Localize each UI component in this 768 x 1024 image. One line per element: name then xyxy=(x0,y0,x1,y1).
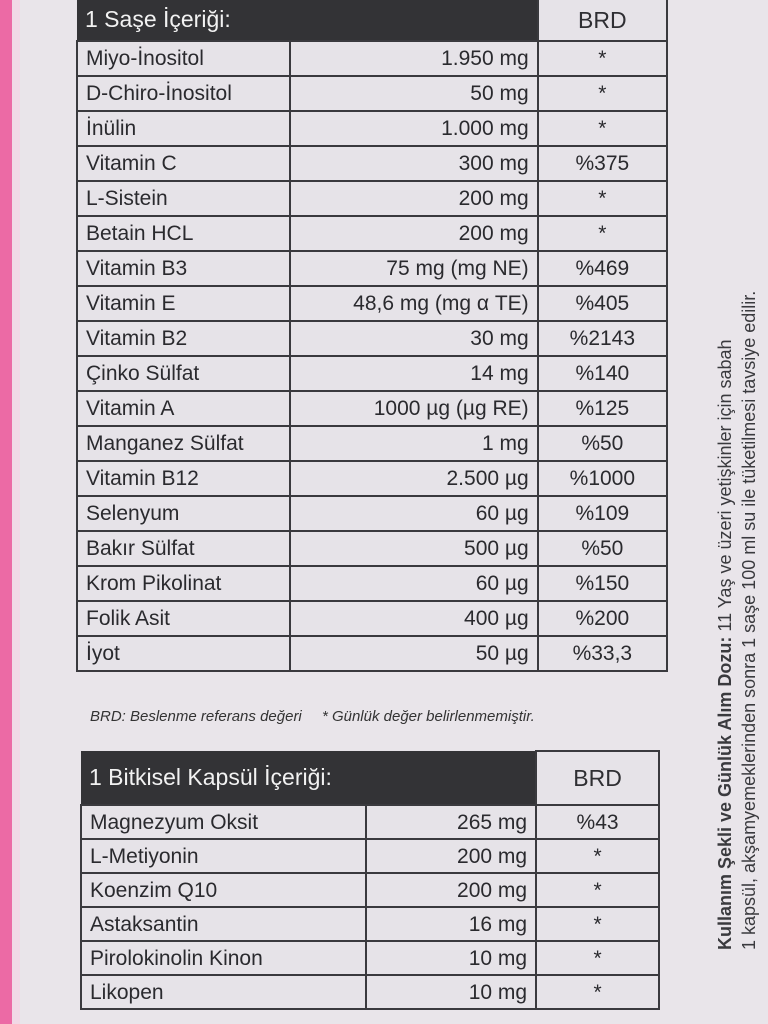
ingredient-brd: * xyxy=(536,839,659,873)
ingredient-amount: 10 mg xyxy=(366,975,537,1009)
ingredient-brd: %200 xyxy=(538,601,667,636)
table-header-row xyxy=(77,0,667,41)
table-row xyxy=(77,181,667,216)
ingredient-brd: %140 xyxy=(538,356,667,391)
table-row xyxy=(77,496,667,531)
table-row xyxy=(81,839,659,873)
ingredient-name: Miyo-İnositol xyxy=(77,41,290,76)
ingredient-name: İyot xyxy=(77,636,290,671)
ingredient-amount: 1 mg xyxy=(290,426,538,461)
brd-column-header: BRD xyxy=(538,0,667,41)
capsule-contents-table xyxy=(80,750,660,1010)
table-row xyxy=(77,76,667,111)
ingredient-brd: * xyxy=(538,76,667,111)
ingredient-name: Magnezyum Oksit xyxy=(81,805,366,839)
ingredient-brd: * xyxy=(536,907,659,941)
usage-line-1-text: 11 Yaş ve üzeri yetişkinler için sabah xyxy=(715,339,735,632)
ingredient-brd: %125 xyxy=(538,391,667,426)
ingredient-name: D-Chiro-İnositol xyxy=(77,76,290,111)
ingredient-amount: 60 µg xyxy=(290,566,538,601)
ingredient-brd: %405 xyxy=(538,286,667,321)
ingredient-amount: 265 mg xyxy=(366,805,537,839)
ingredient-brd: %109 xyxy=(538,496,667,531)
ingredient-brd: %43 xyxy=(536,805,659,839)
package-edge xyxy=(0,0,12,1024)
ingredient-brd: * xyxy=(538,181,667,216)
table-row xyxy=(77,321,667,356)
ingredient-name: L-Sistein xyxy=(77,181,290,216)
ingredient-amount: 200 mg xyxy=(366,839,537,873)
usage-line-2: 1 kapsül, akşamyemeklerinden sonra 1 saşe 100 ml su ile tüketilmesi tavsiye edilir. xyxy=(739,290,759,950)
ingredient-name: Vitamin A xyxy=(77,391,290,426)
usage-instructions xyxy=(713,291,761,950)
ingredient-amount: 300 mg xyxy=(290,146,538,181)
table-row xyxy=(77,391,667,426)
ingredient-amount: 1000 µg (µg RE) xyxy=(290,391,538,426)
ingredient-amount: 75 mg (mg NE) xyxy=(290,251,538,286)
ingredient-brd: %50 xyxy=(538,531,667,566)
ingredient-amount: 14 mg xyxy=(290,356,538,391)
table-row xyxy=(77,216,667,251)
ingredient-amount: 50 mg xyxy=(290,76,538,111)
ingredient-brd: * xyxy=(538,41,667,76)
table-row xyxy=(77,531,667,566)
table-row xyxy=(77,461,667,496)
ingredient-brd: %33,3 xyxy=(538,636,667,671)
table-row xyxy=(81,941,659,975)
ingredient-name: Vitamin B2 xyxy=(77,321,290,356)
ingredient-amount: 60 µg xyxy=(290,496,538,531)
ingredient-brd: %375 xyxy=(538,146,667,181)
ingredient-name: Çinko Sülfat xyxy=(77,356,290,391)
ingredient-amount: 50 µg xyxy=(290,636,538,671)
table-row xyxy=(81,873,659,907)
ingredient-name: Krom Pikolinat xyxy=(77,566,290,601)
ingredient-name: Folik Asit xyxy=(77,601,290,636)
table-row xyxy=(77,41,667,76)
table-row xyxy=(77,146,667,181)
ingredient-name: Manganez Sülfat xyxy=(77,426,290,461)
table-row xyxy=(77,111,667,146)
ingredient-name: Vitamin B12 xyxy=(77,461,290,496)
ingredient-amount: 30 mg xyxy=(290,321,538,356)
ingredient-amount: 200 mg xyxy=(290,181,538,216)
ingredient-name: Vitamin B3 xyxy=(77,251,290,286)
ingredient-amount: 200 mg xyxy=(290,216,538,251)
ingredient-amount: 2.500 µg xyxy=(290,461,538,496)
ingredient-name: Bakır Sülfat xyxy=(77,531,290,566)
ingredient-name: Koenzim Q10 xyxy=(81,873,366,907)
ingredient-brd: %469 xyxy=(538,251,667,286)
ingredient-brd: %150 xyxy=(538,566,667,601)
ingredient-name: Astaksantin xyxy=(81,907,366,941)
ingredient-brd: * xyxy=(536,941,659,975)
ingredient-name: Betain HCL xyxy=(77,216,290,251)
ingredient-amount: 16 mg xyxy=(366,907,537,941)
ingredient-amount: 400 µg xyxy=(290,601,538,636)
footnote xyxy=(90,708,551,725)
table-row xyxy=(77,356,667,391)
table-row xyxy=(77,251,667,286)
ingredient-brd: * xyxy=(536,873,659,907)
ingredient-brd: * xyxy=(538,111,667,146)
ingredient-amount: 48,6 mg (mg α TE) xyxy=(290,286,538,321)
ingredient-amount: 1.000 mg xyxy=(290,111,538,146)
table-row xyxy=(81,975,659,1009)
ingredient-brd: %1000 xyxy=(538,461,667,496)
table-row xyxy=(77,286,667,321)
ingredient-brd: %2143 xyxy=(538,321,667,356)
brd-definition: BRD: Beslenme referans değeri xyxy=(90,708,302,725)
ingredient-brd: %50 xyxy=(538,426,667,461)
ingredient-brd: * xyxy=(536,975,659,1009)
table-header-row xyxy=(81,751,659,805)
ingredient-amount: 200 mg xyxy=(366,873,537,907)
ingredient-amount: 500 µg xyxy=(290,531,538,566)
ingredient-name: Pirolokinolin Kinon xyxy=(81,941,366,975)
table-row xyxy=(81,805,659,839)
ingredient-name: Selenyum xyxy=(77,496,290,531)
ingredient-name: Vitamin E xyxy=(77,286,290,321)
ingredient-name: Likopen xyxy=(81,975,366,1009)
ingredient-name: İnülin xyxy=(77,111,290,146)
asterisk-definition: * Günlük değer belirlenmemiştir. xyxy=(321,708,535,725)
table-row xyxy=(77,601,667,636)
table-row xyxy=(77,426,667,461)
ingredient-name: Vitamin C xyxy=(77,146,290,181)
table-row xyxy=(77,566,667,601)
ingredient-brd: * xyxy=(538,216,667,251)
usage-heading: Kullanım Şekli ve Günlük Alım Dozu: xyxy=(715,636,735,950)
table-row xyxy=(81,907,659,941)
sachet-contents-table xyxy=(76,0,668,672)
ingredient-name: L-Metiyonin xyxy=(81,839,366,873)
ingredient-amount: 1.950 mg xyxy=(290,41,538,76)
package-edge-highlight xyxy=(12,0,20,1024)
table-row xyxy=(77,636,667,671)
sachet-table-title: 1 Saşe İçeriği: xyxy=(77,0,538,41)
capsule-table-title: 1 Bitkisel Kapsül İçeriği: xyxy=(81,751,536,805)
brd-column-header: BRD xyxy=(536,751,659,805)
usage-line-1 xyxy=(715,339,735,950)
ingredient-amount: 10 mg xyxy=(366,941,537,975)
